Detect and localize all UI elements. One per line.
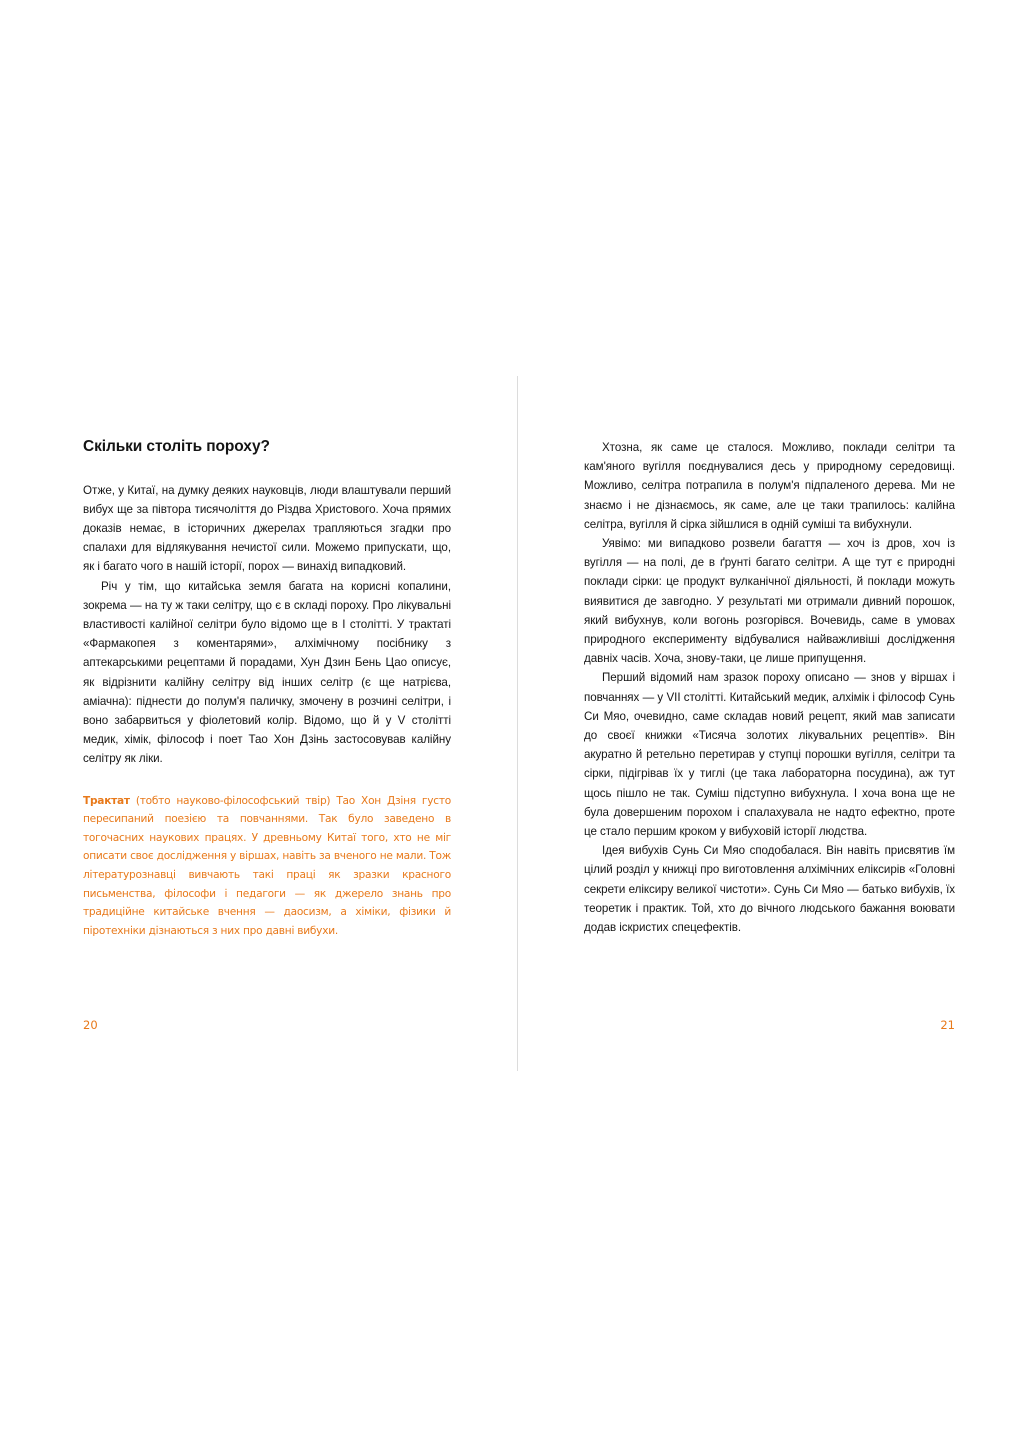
- callout-text: (тобто науково-філософський твір) Тао Хон Дзіня густо пересипаний поезією та повчаннями. Так було заведено в тогочасних наукових працях. У древньому Китаї того, хто не міг описати своє дослідження у віршах, навіть за вченого не мали. Тож літературознавці вивчають такі праці як зразки красного письменства, філософи і педагоги — як джерело знань про традиційне китайське вчення — даосизм, а хіміки, фізики й піротехніки дізнаються з них про давні вибухи.: [83, 794, 451, 937]
- paragraph: Хтозна, як саме це сталося. Можливо, поклади селітри та кам'яного вугілля поєднувалися десь у природному середовищі. Можливо, селітра потрапила в полум'я підпаленого дерева. Ми не знаємо і не дізнаємось, як саме, але це таки трапилось: калійна селітра, вугілля й сірка зійшлися в одній суміші та вибухнули.: [584, 441, 955, 531]
- page-title: Скільки століть пороху?: [83, 438, 270, 455]
- book-spread: [0, 376, 1035, 1071]
- paragraph: Ідея вибухів Сунь Си Мяо сподобалася. Він навіть присвятив їм цілий розділ у книжці про виготовлення алхімічних еліксирів «Головні секрети еліксиру великої чистоти». Сунь Си Мяо — батько вибухів, їх теоретик і практик. Той, хто до вічного людського бажання воювати додав іскристих спецефектів.: [584, 844, 955, 935]
- page-number: 21: [940, 1018, 955, 1032]
- callout-note: [83, 792, 451, 941]
- page-number: 20: [83, 1018, 98, 1032]
- paragraph: Перший відомий нам зразок пороху описано — знов у віршах і повчаннях — у VII столітті. Китайський медик, алхімік і філософ Сунь Си Мяо, очевидно, саме складав новий рецепт, який мав записати до своєї книжки «Тисяча золотих лікувальних рецептів». Він акуратно й ретельно перетирав у ступці порошки вугілля, селітри та сірки, підігрівав їх у тиглі (це така лабораторна посудина), аж тут щось пішло не так. Суміш підступно вибухнула. І хоча вона ще не була довершеним порохом і спалахувала не надто ефектно, проте це стало першим кроком у вибуховій історії людства.: [584, 671, 955, 839]
- paragraph: Уявімо: ми випадково розвели багаття — хоч із дров, хоч із вугілля — на полі, де в ґрунті багато селітри. А ще тут є природні поклади сірки: це продукт вулканічної діяльності, й поклади можуть виявитися де завгодно. У результаті ми отримали дивний порошок, який вибухнув, коли вогонь розгорівся. Вочевидь, саме в умовах природного експерименту відбувалися найважливіші дослідження давніх часів. Хоча, знову-таки, це лише припущення.: [584, 537, 955, 666]
- callout-lead: Трактат: [83, 794, 130, 807]
- right-page: [517, 376, 1035, 1071]
- paragraph: Отже, у Китаї, на думку деяких науковців, люди влаштували перший вибух ще за півтора тисячоліття до Різдва Христового. Хоча прямих доказів немає, в історичних джерелах трапляються згадки про спалахи для відлякування нечистої сили. Можемо припускати, що, як і багато чого в нашій історії, порох — винахід випадковий.: [83, 483, 451, 574]
- left-page: [0, 376, 517, 1071]
- paragraph: Річ у тім, що китайська земля багата на корисні копалини, зокрема — на ту ж таки селітру, що є в складі пороху. Про лікувальні властивості калійної селітри було відомо ще в I столітті. У трактаті «Фармакопея з коментарями», алхімічному посібнику з аптекарськими рецептами й порадами, Хун Дзин Бень Цао описує, як відрізнити калійну селітру від інших селітр (є ще натрієва, аміачна): піднести до полум'я паличку, змочену в розчині селітри, і воно забарвиться у фіолетовий колір. Відомо, що й у V столітті медик, хімік, філософ і поет Тао Хон Дзінь застосовував калійну селітру як ліки.: [83, 579, 451, 766]
